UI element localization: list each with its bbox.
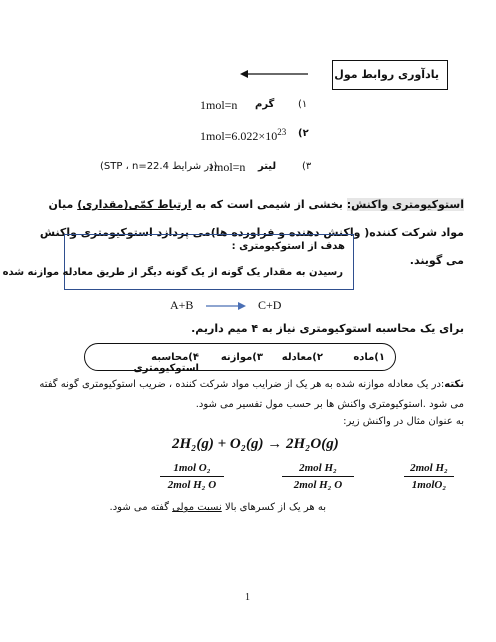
closing-part1: به هر یک از کسرهای بالا (221, 502, 326, 513)
mole-ratio-2-numerator: 2mol H₂ (299, 462, 337, 474)
mole-ratio-2-bar (282, 476, 354, 477)
reaction-reactants: A+B (170, 298, 194, 312)
definition-part2: میان مواد شرکت کننده( واکنش دهنده و فراورده ها)می پردازد استوکیومتری واکنش می گویند. (39, 198, 464, 267)
closing-underlined: نسبت مولی (172, 502, 222, 513)
step-2: ۲)معادله (281, 352, 323, 363)
relation-2-lhs: $1mol=6.022\times 10^{23}$ (200, 127, 287, 143)
closing-sentence (110, 502, 326, 513)
right-arrow-icon (206, 301, 246, 311)
closing-part2: گفته می شود. (109, 502, 173, 513)
step-4: ۴)محاسبه استوکیومتری (133, 352, 199, 374)
step-1: ۱)ماده (353, 352, 385, 363)
mole-ratio-2-denominator: 2mol H₂ O (293, 479, 343, 491)
header-box-title: یادآوری روابط مول (334, 68, 439, 81)
relation-3-number: (۳ (302, 161, 312, 172)
mole-ratio-3-numerator: 2mol H₂ (410, 462, 448, 474)
step-3: ۳)موازنه (220, 352, 263, 363)
definition-underlined: ارتباط کمّی(مقداری) (77, 198, 192, 211)
relation-3-condition: (در شرایط STP ، n=22.4) (100, 161, 218, 172)
relation-2-exponent: 23 (277, 127, 287, 137)
mole-ratio-1-numerator: 1mol O₂ (173, 462, 211, 474)
goal-heading: هدف از استوکیومتری : (231, 241, 345, 252)
definition-term: استوکیومتری واکنش: (346, 198, 464, 211)
relation-1-number: (۱ (298, 99, 308, 110)
relation-2 (200, 124, 310, 142)
generic-reaction (170, 298, 310, 312)
mole-ratio-1-bar (160, 476, 224, 477)
mole-ratio-1-denominator: 2mol H₂ O (167, 479, 217, 491)
relation-3-lhs: 1mol=n (208, 160, 246, 174)
example-intro: به عنوان مثال در واکنش زیر: (343, 416, 464, 427)
header-box (332, 60, 448, 90)
note-label: نکته (444, 379, 464, 390)
chemical-equation: 2H₂(g) + O₂(g) → 2H₂O(g) (172, 436, 339, 452)
goal-box (2, 234, 354, 290)
relation-2-number: (۲ (298, 128, 309, 139)
note-paragraph (28, 375, 464, 415)
definition-part1: بخشی از شیمی است که به (191, 198, 347, 211)
page-number: 1 (245, 592, 250, 603)
reaction-products: C+D (258, 298, 282, 312)
goal-text: رسیدن به مقدار یک گونه از یک گونه دیگر از طریق معادله موازنه شده (2, 267, 343, 278)
relation-3 (100, 159, 315, 175)
relation-3-unit: لیتر (258, 161, 277, 172)
steps-box (84, 343, 396, 374)
mole-ratio-3-bar (404, 476, 454, 477)
mole-ratio-3 (404, 462, 454, 491)
mole-ratio-1 (160, 462, 224, 491)
relation-1 (200, 97, 310, 113)
note-text: :در یک معادله موازنه شده به هر یک از ضرایب مواد شرکت کننده ، ضریب استوکیومتری گونه گفته می شود .استوکیومتری واکنش ها بر حسب مول تفسیر می شود. (39, 379, 464, 410)
steps-intro: برای یک محاسبه استوکیومتری نیاز به ۴ میم داریم. (191, 322, 464, 335)
relation-1-unit: گرم (255, 99, 275, 110)
mole-ratio-2 (282, 462, 354, 491)
relation-1-lhs: 1mol=n (200, 98, 238, 112)
mole-ratio-3-denominator: 1molO₂ (411, 479, 447, 491)
left-arrow-icon (240, 69, 310, 79)
